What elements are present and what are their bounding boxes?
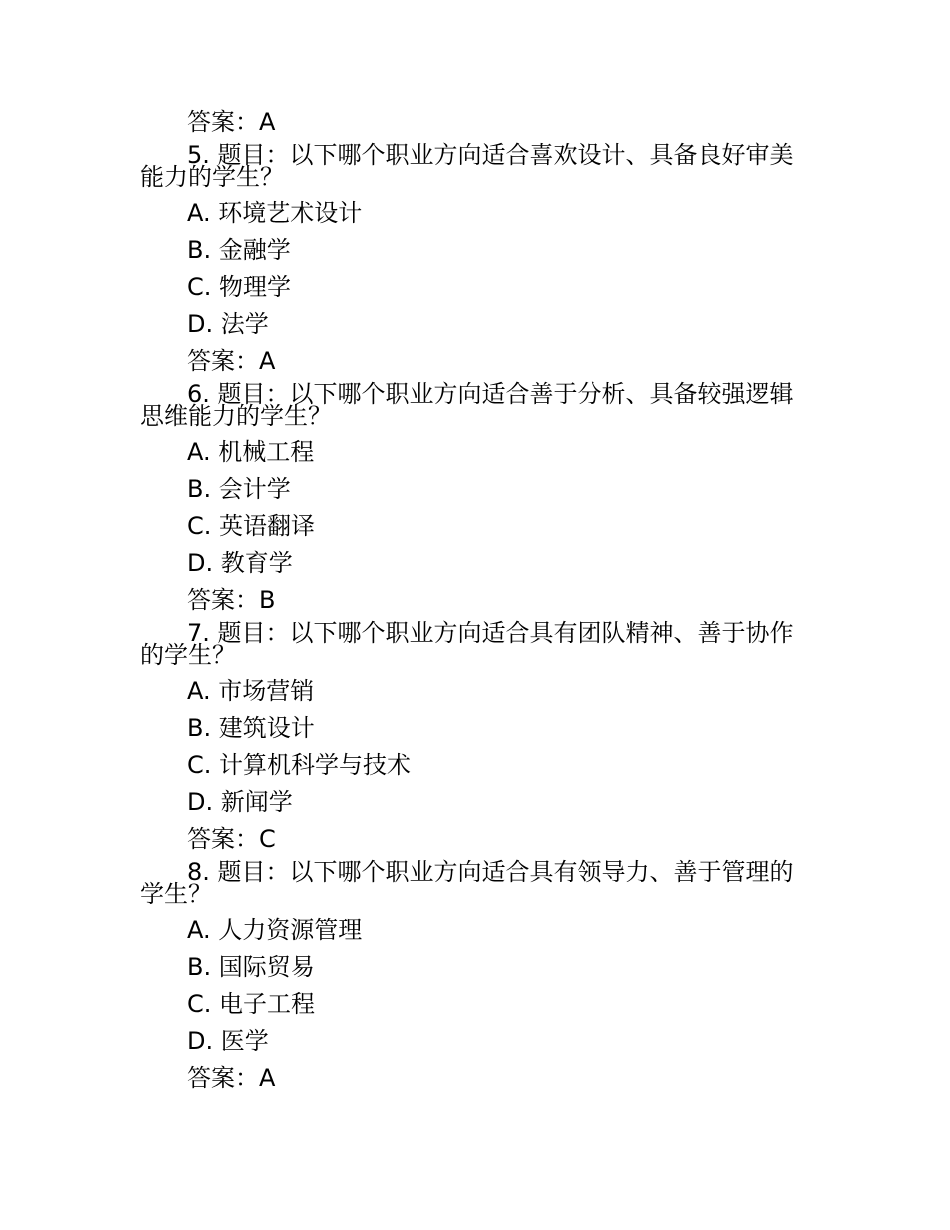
option-d: D. 法学: [187, 310, 269, 338]
question-text-line-2: 的学生？: [140, 641, 236, 669]
option-b: B. 国际贸易: [187, 953, 315, 981]
option-b: B. 会计学: [187, 475, 291, 503]
option-c: C. 物理学: [187, 273, 292, 301]
question-text-line-2: 能力的学生？: [140, 163, 284, 191]
question-text-line-1: 5. 题目：以下哪个职业方向适合喜欢设计、具备良好审美: [187, 141, 794, 169]
answer-line: 答案：A: [187, 108, 276, 136]
option-a: A. 市场营销: [187, 677, 315, 705]
option-a: A. 人力资源管理: [187, 916, 363, 944]
quiz-content: [0, 104, 950, 1097]
answer-line: 答案：C: [187, 825, 276, 853]
option-a: A. 机械工程: [187, 438, 315, 466]
answer-line: 答案：A: [187, 1064, 276, 1092]
option-d: D. 医学: [187, 1027, 269, 1055]
question-text-line-1: 6. 题目：以下哪个职业方向适合善于分析、具备较强逻辑: [187, 380, 794, 408]
option-c: C. 电子工程: [187, 990, 316, 1018]
question-8: [0, 858, 950, 908]
question-text-line-2: 思维能力的学生？: [140, 402, 332, 430]
option-d: D. 新闻学: [187, 788, 293, 816]
question-text-line-1: 8. 题目：以下哪个职业方向适合具有领导力、善于管理的: [187, 858, 794, 886]
option-a: A. 环境艺术设计: [187, 199, 363, 227]
question-6: [0, 380, 950, 430]
option-c: C. 计算机科学与技术: [187, 751, 412, 779]
option-b: B. 金融学: [187, 236, 291, 264]
question-text-line-2: 学生？: [140, 880, 212, 908]
option-c: C. 英语翻译: [187, 512, 316, 540]
answer-line: 答案：B: [187, 586, 276, 614]
question-7: [0, 619, 950, 669]
question-text-line-1: 7. 题目：以下哪个职业方向适合具有团队精神、善于协作: [187, 619, 794, 647]
answer-line: 答案：A: [187, 347, 276, 375]
question-5: [0, 141, 950, 191]
option-b: B. 建筑设计: [187, 714, 315, 742]
option-d: D. 教育学: [187, 549, 293, 577]
